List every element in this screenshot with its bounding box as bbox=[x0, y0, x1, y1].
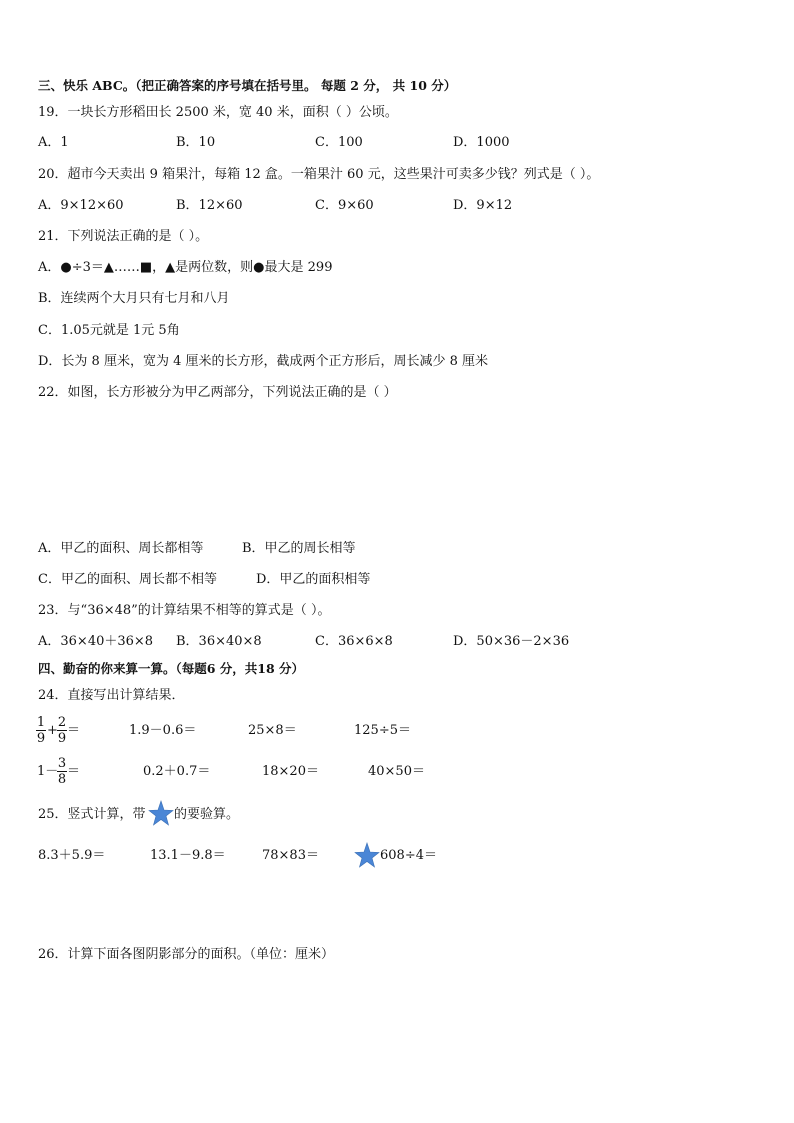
section3-title: 三、快乐 ABC。（把正确答案的序号填在括号里。 每题 2 分， 共 10 分） bbox=[38, 78, 457, 93]
q26-stem: 26．计算下面各图阴影部分的面积。（单位：厘米） bbox=[38, 947, 335, 962]
q25-calc: 8.3＋5.9＝ bbox=[38, 848, 106, 863]
q21-option-a: A．●÷3＝▲……■，▲是两位数，则●最大是 299 bbox=[38, 260, 333, 275]
q19-stem: 19．一块长方形稻田长 2500 米，宽 40 米，面积（ ）公顷。 bbox=[38, 105, 398, 120]
q19-option-d: D．1000 bbox=[453, 135, 510, 150]
section4-title: 四、勤奋的你来算一算。（每题6 分，共18 分） bbox=[38, 661, 305, 676]
fraction-numerator: 2 bbox=[57, 715, 67, 730]
q25-stem-a: 25．竖式计算，带 bbox=[38, 807, 146, 822]
q23-option-c: C．36×6×8 bbox=[315, 634, 393, 649]
fraction-numerator: 1 bbox=[36, 715, 46, 730]
q23-option-d: D．50×36－2×36 bbox=[453, 634, 570, 649]
q22-option-a: A．甲乙的面积、周长都相等 bbox=[38, 541, 204, 556]
q21-stem: 21．下列说法正确的是（ ）。 bbox=[38, 229, 209, 244]
q20-option-b: B．12×60 bbox=[176, 198, 243, 213]
q23-option-a: A．36×40＋36×8 bbox=[38, 634, 154, 649]
q20-stem: 20．超市今天卖出 9 箱果汁，每箱 12 盒。一箱果汁 60 元，这些果汁可卖多少钱？列式是（ ）。 bbox=[38, 167, 600, 182]
q19-option-b: B．10 bbox=[176, 135, 216, 150]
q25-stem-b: 的要验算。 bbox=[174, 807, 240, 822]
q24-calc: 1.9－0.6＝ bbox=[129, 723, 197, 738]
q20-option-a: A．9×12×60 bbox=[38, 198, 124, 213]
q25-calc: 13.1－9.8＝ bbox=[150, 848, 226, 863]
plus-sign: + bbox=[47, 723, 58, 738]
q22-figure-area bbox=[38, 410, 538, 535]
q25-calc: 78×83＝ bbox=[262, 848, 319, 863]
q22-option-c: C．甲乙的面积、周长都不相等 bbox=[38, 572, 217, 587]
q20-option-d: D．9×12 bbox=[453, 198, 513, 213]
q24-calc: 0.2＋0.7＝ bbox=[143, 764, 211, 779]
q24-stem: 24．直接写出计算结果． bbox=[38, 688, 185, 703]
q21-option-c: C．1.05元就是 1元 5角 bbox=[38, 323, 180, 338]
q23-option-b: B．36×40×8 bbox=[176, 634, 262, 649]
q24-calc: 125÷5＝ bbox=[354, 723, 411, 738]
q22-option-d: D．甲乙的面积相等 bbox=[256, 572, 371, 587]
q20-option-c: C．9×60 bbox=[315, 198, 374, 213]
fraction-numerator: 3 bbox=[57, 756, 67, 771]
q25-calc: 608÷4＝ bbox=[380, 848, 437, 863]
q19-option-a: A．1 bbox=[38, 135, 69, 150]
fraction-denominator: 9 bbox=[57, 731, 67, 746]
q24-fraction-3 bbox=[57, 756, 67, 787]
fraction-denominator: 8 bbox=[57, 772, 67, 787]
q22-option-b: B．甲乙的周长相等 bbox=[242, 541, 356, 556]
q24-fraction-1 bbox=[36, 715, 46, 746]
q24-calc: 40×50＝ bbox=[368, 764, 425, 779]
equals-sign: ＝ bbox=[67, 723, 81, 738]
q23-stem: 23．与“36×48”的计算结果不相等的算式是（ ）。 bbox=[38, 603, 331, 618]
q21-option-b: B．连续两个大月只有七月和八月 bbox=[38, 291, 230, 306]
star-icon bbox=[354, 842, 380, 868]
q22-stem: 22．如图，长方形被分为甲乙两部分，下列说法正确的是（ ） bbox=[38, 385, 397, 400]
star-icon bbox=[148, 800, 174, 826]
q24-calc: 25×8＝ bbox=[248, 723, 297, 738]
q24-lead: 1－ bbox=[37, 764, 59, 779]
q24-fraction-2 bbox=[57, 715, 67, 746]
q21-option-d: D．长为 8 厘米，宽为 4 厘米的长方形，截成两个正方形后，周长减少 8 厘米 bbox=[38, 354, 489, 369]
q24-calc: 18×20＝ bbox=[262, 764, 319, 779]
q19-option-c: C．100 bbox=[315, 135, 363, 150]
equals-sign: ＝ bbox=[67, 764, 81, 779]
fraction-denominator: 9 bbox=[36, 731, 46, 746]
